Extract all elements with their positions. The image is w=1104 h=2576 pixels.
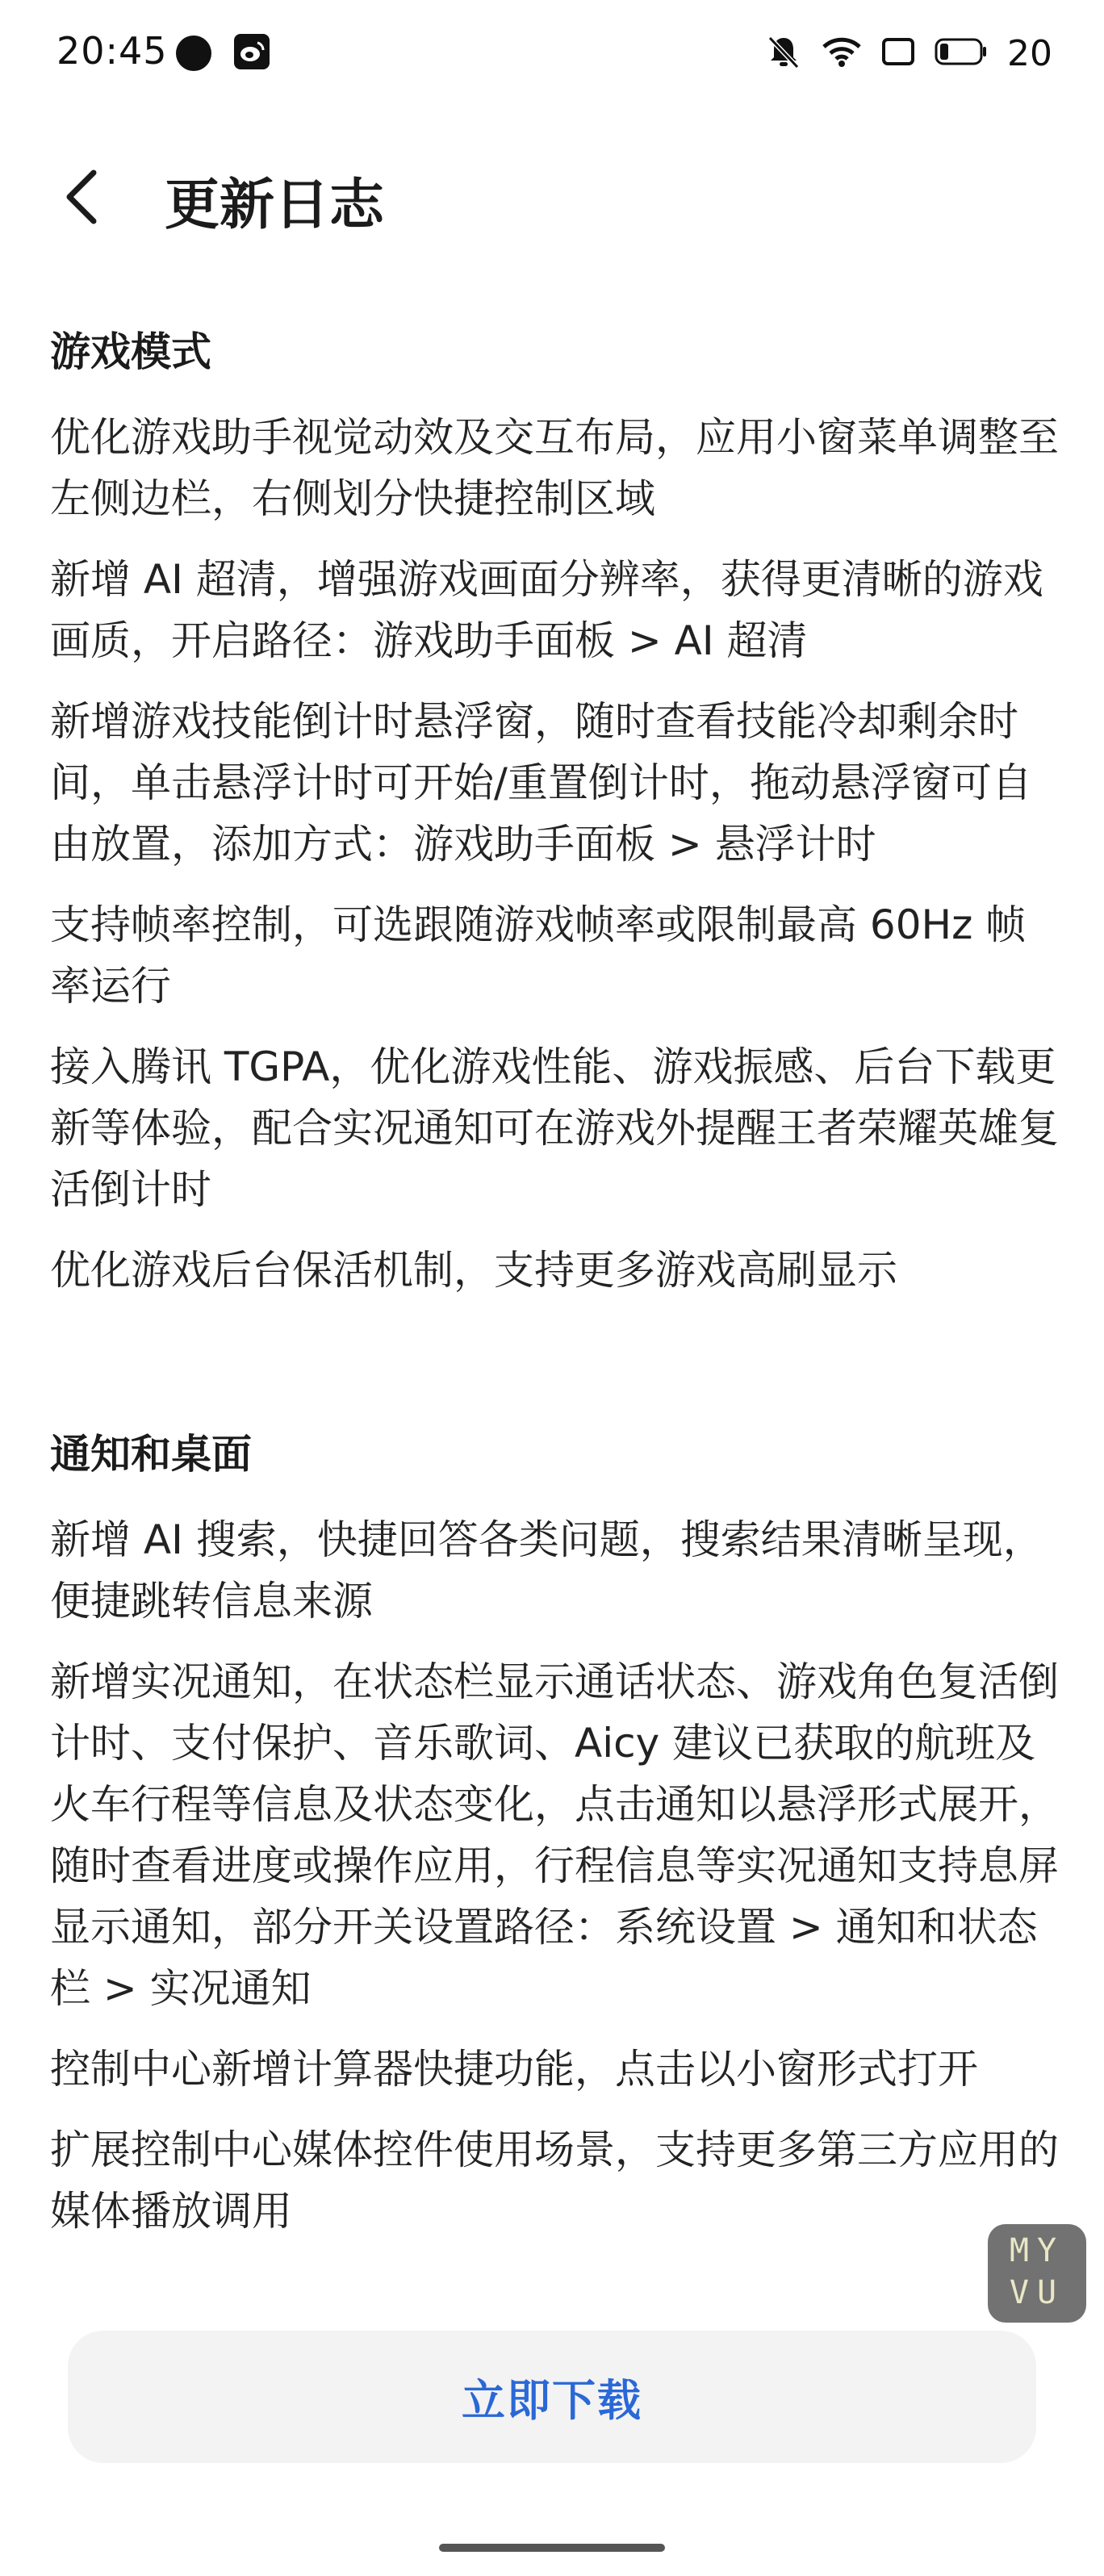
watermark-logo [988,2224,1086,2323]
section-game-mode [50,320,1064,1301]
section-title: 通知和桌面 [50,1431,252,1478]
screen-icon [881,37,915,69]
back-button[interactable] [50,158,115,236]
home-indicator[interactable] [439,2544,665,2552]
status-bar [0,0,1104,105]
changelog-item: 新增 AI 超清，增强游戏画面分辨率，获得更清晰的游戏画质，开启路径：游戏助手面板 > AI 超清 [50,556,1043,664]
watermark-line-1: MY [1009,2232,1065,2269]
download-button-label: 立即下载 [462,2374,642,2426]
page-title: 更新日志 [165,174,385,237]
status-icons [765,31,1052,76]
section-title: 游戏模式 [50,328,211,375]
changelog-item: 新增游戏技能倒计时悬浮窗，随时查看技能冷却剩余时间，单击悬浮计时可开始/重置倒计时，拖动悬浮窗可自由放置，添加方式：游戏助手面板 > 悬浮计时 [50,698,1032,868]
notification-dot-icon [176,36,211,71]
download-button[interactable] [68,2331,1036,2463]
changelog-item: 优化游戏助手视觉动效及交互布局，应用小窗菜单调整至左侧边栏，右侧划分快捷控制区域 [50,414,1059,522]
wifi-icon [822,36,862,71]
chevron-left-icon [50,158,115,236]
changelog-item: 新增实况通知，在状态栏显示通话状态、游戏角色复活倒计时、支付保护、音乐歌词、Aicy 建议已获取的航班及火车行程等信息及状态变化，点击通知以悬浮形式展开，随时查看进度或操作应用，行程信息等实况通知支持息屏显示通知，部分开关设置路径：系统设置 > 通知和状态栏 > 实况通知 [50,1658,1059,2012]
watermark-line-2: VU [1009,2274,1065,2311]
changelog-item: 支持帧率控制，可选跟随游戏帧率或限制最高 60Hz 帧率运行 [50,901,1027,1010]
weibo-icon [234,34,270,69]
changelog-item: 接入腾讯 TGPA，优化游戏性能、游戏振感、后台下载更新等体验，配合实况通知可在游戏外提醒王者荣耀英雄复活倒计时 [50,1043,1059,1213]
silent-bell-icon [765,33,802,73]
status-time: 20:45 [56,29,168,73]
changelog-item: 控制中心新增计算器快捷功能，点击以小窗形式打开 [50,2046,978,2093]
battery-level: 20 [1007,32,1052,74]
changelog-item: 优化游戏后台保活机制，支持更多游戏高刷显示 [50,1247,897,1294]
changelog-item: 新增 AI 搜索，快捷回答各类问题，搜索结果清晰呈现，便捷跳转信息来源 [50,1516,1043,1625]
changelog-item: 扩展控制中心媒体控件使用场景，支持更多第三方应用的媒体播放调用 [50,2126,1059,2235]
battery-icon [935,38,988,69]
changelog-content[interactable] [50,305,1064,2276]
section-notifications-desktop [50,1422,1064,2242]
